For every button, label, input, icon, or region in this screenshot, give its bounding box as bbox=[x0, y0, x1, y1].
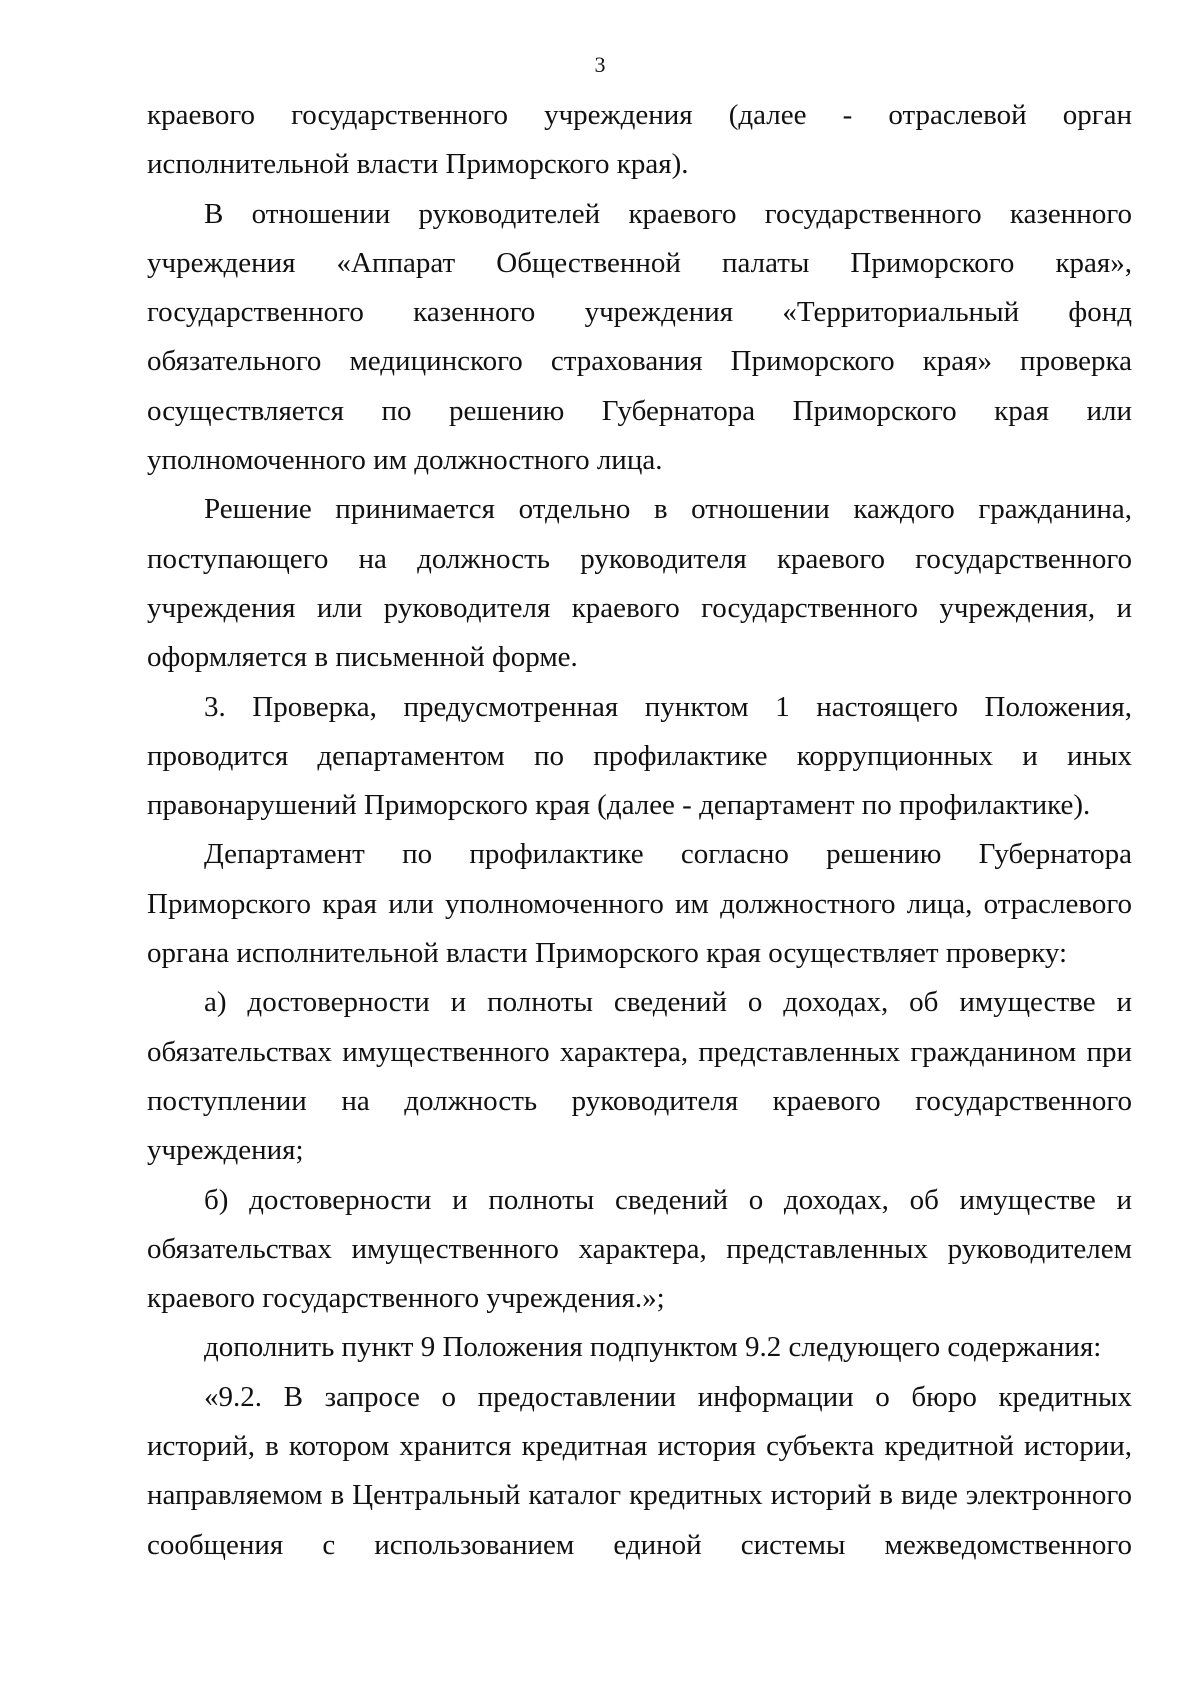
paragraph-7: б) достоверности и полноты сведений о доходах, об имуществе и обязательствах имущественного характера, представленных руководителем краевого государственного учреждения.»; bbox=[147, 1183, 1132, 1315]
paragraph-5: Департамент по профилактике согласно решению Губернатора Приморского края или уполномоченного им должностного лица, отраслевого органа исполнительной власти Приморского края осуществляет проверку: bbox=[147, 838, 1132, 970]
paragraph-9: «9.2. В запросе о предоставлении информации о бюро кредитных историй, в котором хранится кредитная история субъекта кредитной истории, направляемом в Центральный каталог кредитных историй в виде электронного сообщения с использованием единой системы межведомственного bbox=[147, 1380, 1132, 1561]
document-body bbox=[147, 91, 1132, 1570]
paragraph-3: Решение принимается отдельно в отношении каждого гражданина, поступающего на должность руководителя краевого государственного учреждения или руководителя краевого государственного учреждения, и оформляется в письменной форме. bbox=[147, 493, 1132, 674]
paragraph-8: дополнить пункт 9 Положения подпунктом 9.2 следующего содержания: bbox=[204, 1331, 1102, 1364]
paragraph-1: краевого государственного учреждения (далее - отраслевой орган исполнительной власти Приморского края). bbox=[147, 99, 1132, 181]
paragraph-2: В отношении руководителей краевого государственного казенного учреждения «Аппарат Общественной палаты Приморского края», государственного казенного учреждения «Территориальный фонд обязательного медицинского страхования Приморского края» проверка осуществляется по решению Губернатора Приморского края или уполномоченного им должностного лица. bbox=[147, 197, 1132, 477]
page-number: 3 bbox=[594, 52, 606, 77]
paragraph-6: а) достоверности и полноты сведений о доходах, об имуществе и обязательствах имущественного характера, представленных гражданином при поступлении на должность руководителя краевого государственного учреждения; bbox=[147, 986, 1132, 1167]
paragraph-4: 3. Проверка, предусмотренная пунктом 1 настоящего Положения, проводится департаментом по профилактике коррупционных и иных правонарушений Приморского края (далее - департамент по профилактике). bbox=[147, 690, 1132, 822]
